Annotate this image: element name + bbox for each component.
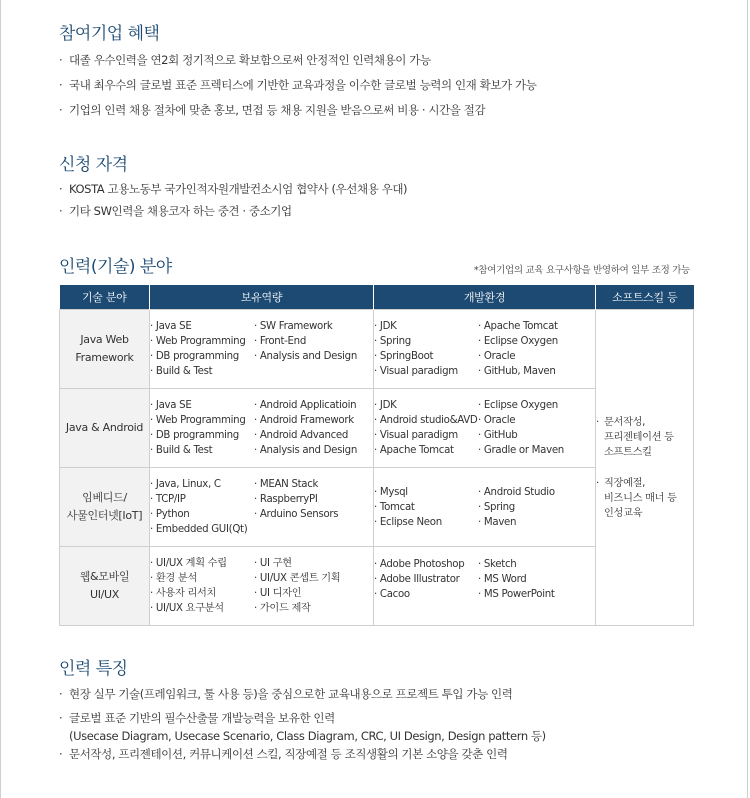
list-item xyxy=(59,706,546,742)
list-item: · JDK xyxy=(374,398,478,413)
list-item: · Java, Linux, C xyxy=(150,477,254,492)
category-label: 임베디드/ xyxy=(82,491,127,504)
list-item: · Embedded GUI(Qt) xyxy=(150,522,254,537)
list-item: · 기타 SW인력을 채용코자 하는 중견 · 중소기업 xyxy=(59,200,407,222)
category-cell xyxy=(60,389,150,468)
soft-skill-text: 소프트스킬 xyxy=(604,446,652,458)
soft-skill-text: 프리젠테이션 등 xyxy=(604,431,674,443)
list-item: · KOSTA 고용노동부 국가인적자원개발컨소시엄 협약사 (우선채용 우대) xyxy=(59,178,407,200)
fields-title: 인력(기술) 분야 xyxy=(59,257,172,277)
list-item: · Java SE xyxy=(150,398,254,413)
list-item: · Java SE xyxy=(150,319,254,334)
list-item: · GitHub, Maven xyxy=(478,364,582,379)
list-item: · Eclipse Oxygen xyxy=(478,334,582,349)
header-category: 기술 분야 xyxy=(60,285,150,310)
list-item: · DB programming xyxy=(150,428,254,443)
environment-cell xyxy=(374,547,596,626)
list-item: · Web Programming xyxy=(150,413,254,428)
category-label: UI/UX xyxy=(89,588,120,601)
list-item: · RaspberryPI xyxy=(254,492,358,507)
soft-skill-item: · 문서작성, 프리젠테이션 등 소프트스킬 xyxy=(596,416,674,458)
list-item: · 문서작성, 프리젠테이션, 커뮤니케이션 스킬, 직장예절 등 조직생활의 기본 소양을 갖춘 인력 xyxy=(59,742,546,766)
list-item: · DB programming xyxy=(150,349,254,364)
environment-cell xyxy=(374,310,596,389)
list-item: · Front-End xyxy=(254,334,358,349)
list-item: · 현장 실무 기술(프레임워크, 툴 사용 등)을 중심으로한 교육내용으로 프로젝트 투입 가능 인력 xyxy=(59,682,546,706)
qualification-list xyxy=(59,178,407,222)
competency-cell xyxy=(150,547,374,626)
feature-text: 글로벌 표준 기반의 필수산출물 개발능력을 보유한 인력 xyxy=(69,711,335,725)
list-item: · SW Framework xyxy=(254,319,358,334)
list-item: · 가이드 제작 xyxy=(254,601,358,616)
competency-cell xyxy=(150,468,374,547)
category-label: 웹&모바일 xyxy=(79,570,130,583)
list-item: · 기업의 인력 채용 절차에 맞춘 홍보, 면접 등 채용 지원을 받음으로써 비용 · 시간을 절감 xyxy=(59,98,536,123)
list-item: · Visual paradigm xyxy=(374,364,478,379)
list-item: · Arduino Sensors xyxy=(254,507,358,522)
soft-skill-text: 직장예절, xyxy=(604,477,646,489)
list-item: · Sketch xyxy=(478,557,582,572)
skills-table xyxy=(59,285,694,626)
list-item: · Adobe Photoshop xyxy=(374,557,478,572)
list-item: · 국내 최우수의 글로벌 표준 프렉티스에 기반한 교육과정을 이수한 글로벌 능력의 인재 확보가 가능 xyxy=(59,73,536,98)
header-soft-skills: 소프트스킬 등 xyxy=(596,285,694,310)
benefits-title: 참여기업 혜택 xyxy=(59,24,160,44)
table-header-row xyxy=(60,285,694,310)
list-item: · TCP/IP xyxy=(150,492,254,507)
soft-skill-text: 비즈니스 매너 등 xyxy=(604,492,677,504)
list-item: · Spring xyxy=(374,334,478,349)
list-item: · 사용자 리서치 xyxy=(150,586,254,601)
soft-skills-cell xyxy=(596,310,694,626)
list-item: · Build & Test xyxy=(150,364,254,379)
competency-cell xyxy=(150,310,374,389)
environment-cell xyxy=(374,468,596,547)
list-item: · Cacoo xyxy=(374,587,478,602)
benefits-list xyxy=(59,48,536,123)
list-item: · UI 구현 xyxy=(254,556,358,571)
soft-skill-item: · 직장예절, 비즈니스 매너 등 인성교육 xyxy=(596,477,677,519)
list-item: · Visual paradigm xyxy=(374,428,478,443)
list-item: · Web Programming xyxy=(150,334,254,349)
fields-note: *참여기업의 교육 요구사항을 반영하여 일부 조정 가능 xyxy=(473,265,690,276)
category-label: 사물인터넷[IoT] xyxy=(66,509,143,522)
features-list xyxy=(59,682,546,766)
list-item: · Oracle xyxy=(478,413,582,428)
list-item: · UI/UX 요구분석 xyxy=(150,601,254,616)
list-item: · Android Advanced xyxy=(254,428,358,443)
qualification-title: 신청 자격 xyxy=(59,155,128,175)
list-item: · Eclipse Oxygen xyxy=(478,398,582,413)
soft-skill-text: 인성교육 xyxy=(604,507,643,519)
list-item: · 환경 분석 xyxy=(150,571,254,586)
category-cell xyxy=(60,547,150,626)
table-row xyxy=(60,310,694,389)
list-item: · Android Applicatioin xyxy=(254,398,358,413)
list-item: · Eclipse Neon xyxy=(374,515,478,530)
competency-cell xyxy=(150,389,374,468)
list-item: · SpringBoot xyxy=(374,349,478,364)
category-label: Java & Android xyxy=(65,421,144,434)
list-item: · Tomcat xyxy=(374,500,478,515)
header-competency: 보유역량 xyxy=(150,285,374,310)
list-item: · MS Word xyxy=(478,572,582,587)
list-item: · Oracle xyxy=(478,349,582,364)
list-item: · Android Studio xyxy=(478,485,582,500)
list-item: · GitHub xyxy=(478,428,582,443)
list-item: · Analysis and Design xyxy=(254,349,358,364)
list-item: · Apache Tomcat xyxy=(478,319,582,334)
list-item: · MS PowerPoint xyxy=(478,587,582,602)
list-item: · Adobe Illustrator xyxy=(374,572,478,587)
list-item: · UI 디자인 xyxy=(254,586,358,601)
list-item: · Maven xyxy=(478,515,582,530)
list-item: · Python xyxy=(150,507,254,522)
list-item: · UI/UX 콘셉트 기획 xyxy=(254,571,358,586)
list-item: · 대졸 우수인력을 연2회 정기적으로 확보함으로써 안정적인 인력채용이 가능 xyxy=(59,48,536,73)
list-item: · JDK xyxy=(374,319,478,334)
list-item: · Build & Test xyxy=(150,443,254,458)
features-title: 인력 특징 xyxy=(59,659,128,679)
environment-cell xyxy=(374,389,596,468)
list-item: · Spring xyxy=(478,500,582,515)
feature-text: (Usecase Diagram, Usecase Scenario, Class Diagram, CRC, UI Design, Design pattern 등) xyxy=(69,729,546,743)
category-label: Framework xyxy=(75,351,134,364)
list-item: · Android Framework xyxy=(254,413,358,428)
header-environment: 개발환경 xyxy=(374,285,596,310)
category-label: Java Web xyxy=(80,333,129,346)
list-item: · Gradle or Maven xyxy=(478,443,582,458)
category-cell xyxy=(60,468,150,547)
list-item: · MEAN Stack xyxy=(254,477,358,492)
soft-skill-text: 문서작성, xyxy=(604,416,646,428)
list-item: · Mysql xyxy=(374,485,478,500)
list-item: · Apache Tomcat xyxy=(374,443,478,458)
category-cell xyxy=(60,310,150,389)
list-item: · Analysis and Design xyxy=(254,443,358,458)
list-item: · UI/UX 계획 수립 xyxy=(150,556,254,571)
list-item: · Android studio&AVD xyxy=(374,413,478,428)
